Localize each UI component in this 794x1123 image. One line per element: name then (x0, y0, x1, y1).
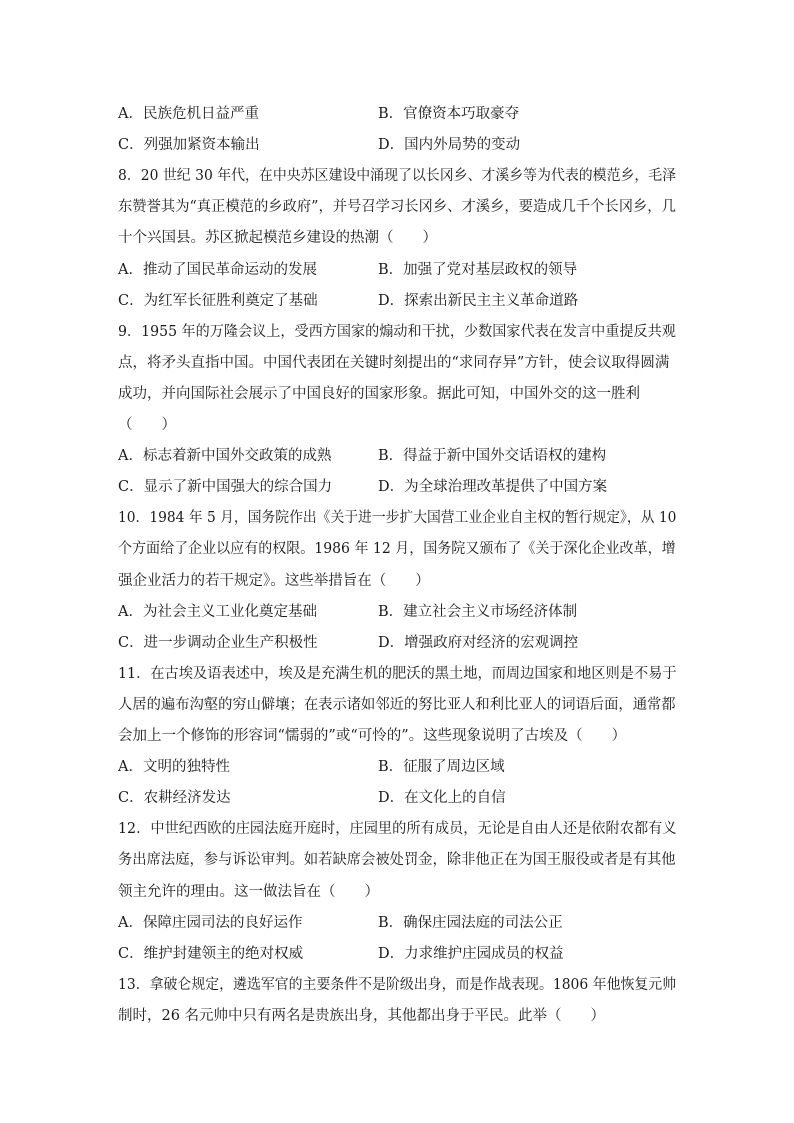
question-text-line: 成功，并向国际社会展示了中国良好的国家形象。据此可知，中国外交的这一胜利 (118, 386, 640, 402)
answer-option: D．为全球治理改革提供了中国方案 (378, 479, 608, 495)
answer-option: A．文明的独特性 (118, 759, 230, 775)
question-text-line: 十个兴国县。苏区掀起模范乡建设的热潮（ ） (118, 230, 437, 246)
question-text-line: 8．20 世纪 30 年代，在中央苏区建设中涌现了以长冈乡、才溪乡等为代表的模范乡，毛泽 (118, 168, 677, 184)
question-text-line: （ ） (118, 417, 176, 433)
question-text-line: 11．在古埃及语表述中，埃及是充满生机的肥沃的黑土地，而周边国家和地区则是不易于 (118, 666, 677, 682)
answer-option: D．增强政府对经济的宏观调控 (378, 635, 579, 651)
answer-option: A．推动了国民革命运动的发展 (118, 262, 317, 278)
question-text-line: 东赞誉其为“真正模范的乡政府”，并号召学习长冈乡、才溪乡，要造成几千个长冈乡，几 (118, 199, 676, 215)
answer-option: B．征服了周边区域 (378, 759, 505, 775)
answer-option: C．列强加紧资本输出 (118, 137, 260, 153)
question-text-line: 13．拿破仑规定，遴选军官的主要条件不是阶级出身，而是作战表现。1806 年他恢复元帅 (118, 977, 677, 993)
question-text-line: 12．中世纪西欧的庄园法庭开庭时，庄园里的所有成员，无论是自由人还是依附农都有义 (118, 821, 677, 837)
answer-option: D．在文化上的自信 (378, 790, 506, 806)
question-text-line: 人居的遍布沟壑的穷山僻壤；在表示诸如邻近的努比亚人和利比亚人的词语后面，通常都 (118, 697, 676, 713)
answer-option: A．标志着新中国外交政策的成熟 (118, 448, 332, 464)
question-text-line: 务出席法庭，参与诉讼审判。如若缺席会被处罚金，除非他正在为国王服役或者是有其他 (118, 852, 676, 868)
answer-option: D．国内外局势的变动 (378, 137, 521, 153)
answer-option: C．维护封建领主的绝对权威 (118, 946, 304, 962)
question-text-line: 9．1955 年的万隆会议上，受西方国家的煽动和干扰，少数国家代表在发言中重提反共观 (118, 324, 676, 340)
question-text-line: 制时，26 名元帅中只有两名是贵族出身，其他都出身于平民。此举（ ） (118, 1008, 606, 1024)
answer-option: B．官僚资本巧取豪夺 (378, 106, 520, 122)
answer-option: C．显示了新中国强大的综合国力 (118, 479, 333, 495)
answer-option: C．进一步调动企业生产积极性 (118, 635, 318, 651)
question-text-line: 点，将矛头直指中国。中国代表团在关键时刻提出的“求同存异”方针，使会议取得圆满 (118, 355, 670, 371)
answer-option: B．建立社会主义市场经济体制 (378, 604, 578, 620)
answer-option: D．力求维护庄园成员的权益 (378, 946, 564, 962)
question-text-line: 领主允许的理由。这一做法旨在（ ） (118, 884, 379, 900)
answer-option: B．确保庄园法庭的司法公正 (378, 915, 563, 931)
answer-option: D．探索出新民主主义革命道路 (378, 293, 579, 309)
answer-option: C．农耕经济发达 (118, 790, 231, 806)
question-text-line: 10．1984 年 5 月，国务院作出《关于进一步扩大国营工业企业自主权的暂行规定》，从 10 (118, 510, 677, 526)
question-text-line: 会加上一个修饰的形容词“懦弱的”或“可怜的”。这些现象说明了古埃及（ ） (118, 728, 627, 744)
answer-option: A．民族危机日益严重 (118, 106, 259, 122)
answer-option: A．为社会主义工业化奠定基础 (118, 604, 317, 620)
question-text-line: 个方面给了企业以应有的权限。1986 年 12 月，国务院又颁布了《关于深化企业改革，增 (118, 541, 676, 557)
answer-option: B．得益于新中国外交话语权的建构 (378, 448, 607, 464)
answer-option: C．为红军长征胜利奠定了基础 (118, 293, 318, 309)
answer-option: B．加强了党对基层政权的领导 (378, 262, 578, 278)
question-text-line: 强企业活力的若干规定》。这些举措旨在（ ） (118, 573, 430, 589)
answer-option: A．保障庄园司法的良好运作 (118, 915, 303, 931)
